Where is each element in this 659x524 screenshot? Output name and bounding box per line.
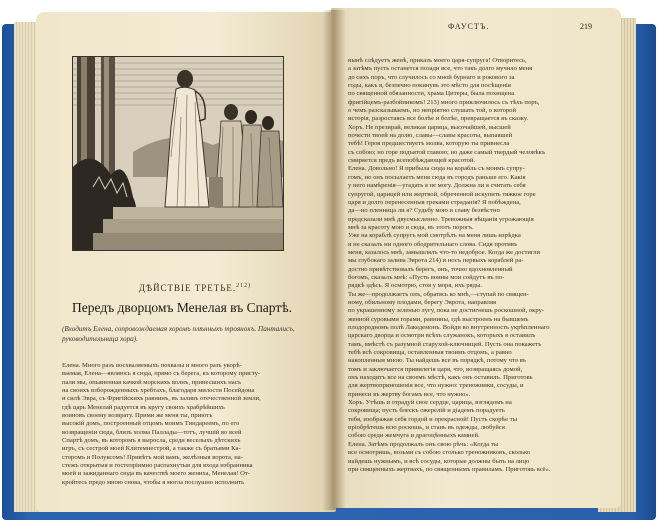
text-line: на своихъ взборожденныхъ хребтахъ, благодаря милости Посейдона [62, 387, 255, 395]
text-line: фригійцемъ-разбойникомъ! 213) много приключилось съ тѣхъ поръ, [348, 98, 540, 106]
scene-title: Передъ дворцомъ Менелая въ Спартѣ. [72, 300, 292, 315]
text-line: Ты же—продолжаетъ онъ, обратясь ко мнѣ,—ступай по священ- [348, 290, 529, 298]
text-line: о чемъ разсказываемъ, но непріятно слушать той, о которой [348, 107, 517, 115]
text-line: Елена. Довольно! Я прибыла сюда на корабль съ моимъ супру- [348, 165, 525, 173]
text-line: смиряется предъ всепобѣждающей красотой. [348, 157, 476, 165]
text-line: и не сказалъ ни одного ободрительнаго слова. Сидя противъ [348, 240, 518, 248]
text-line: онъ находитъ все на своемъ мѣстѣ, какъ онъ оставилъ. Приготовь [348, 374, 533, 382]
text-line: и силѣ Эвра, съ Фригійскихъ равнинъ, въ заливъ отечественной земли, [62, 395, 261, 403]
text-line: почести твоей на долю, славы—славы красоты, выпавшей [348, 132, 513, 140]
text-line: царя и долго перенесенныя греками страданія? Я побѣждена, [348, 198, 521, 206]
text-line: предсказали мнѣ двусмысленно. Тревожныя вѣщанія угрожающія [348, 215, 534, 223]
running-title: ФАУСТЪ. [448, 22, 490, 31]
text-line: тамъ, вмѣстѣ съ разумной старухой-ключницей. Пусть она покажетъ [348, 340, 542, 348]
text-line: для жертвоприношенія все, что нужно: треножники, сосуды, и [348, 382, 524, 390]
text-line: гдѣ царь Менелай радуется въ кругу своихъ храбрѣйшихъ [62, 403, 225, 411]
text-line: найдешь нужнымъ, и всѣ сосуды, которые должны быть на лицо [348, 457, 530, 465]
text-line: до сихъ поръ, что случилось со мной бурнаго и рокового за [348, 73, 515, 81]
text-line: исторія, разростаясь все болѣе и болѣе, превращается въ сказку. [348, 115, 529, 123]
text-line: Уже на кораблѣ супругъ мой смотрѣлъ на меня лишь изрѣдка [348, 232, 521, 240]
text-line: игръ, съ сестрой моей Клитемнестрой, а также съ братьями Ка- [62, 445, 241, 453]
text-line: а затѣмъ пусть останется позади все, что такъ долго мучило меня [348, 65, 533, 73]
text-line: да—но пленница ли я? Судьбу мою и славу безвѣстно [348, 207, 500, 215]
text-line: ному, обильному плодами, берегу Эврота, направляя [348, 298, 497, 306]
text-line: все осмотришь, возьми съ собою столько треножниковъ, сколько [348, 449, 531, 457]
text-line: пали мы, опьяненная качкой морскихъ волнъ, принесшихъ насъ [62, 378, 242, 386]
act-footnote-mark: 212) [236, 283, 252, 289]
text-line: по украшенному зеленью лугу, пока не достигнешь роскошной, окру- [348, 307, 545, 315]
text-line: томъ и заключается привилегія царя, что, возвращаясь домой, [348, 365, 523, 373]
text-line: возвращеніи сюда, близъ холма Паллады—тотъ, лучшій во всей [62, 428, 242, 436]
text-line: мнѣ за красоту мою и сюда, въ этотъ порогъ. [348, 223, 474, 231]
text-line: воиновъ своему возврату. Прими же меня ты, приютъ [62, 412, 213, 420]
text-line: сокровища; пусть блескъ ожерелій и діадемъ порадуетъ [348, 407, 505, 415]
text-line: гомъ, но онъ посылаетъ меня сюда въ городъ раньше его. Какія [348, 173, 526, 181]
text-line: собою среди жемчуга и драгоцѣнныхъ камней. [348, 432, 480, 440]
text-line: сторомъ и Полуксомъ! Привѣтъ мой вамъ, желѣзныя ворота, на- [62, 453, 243, 461]
text-line: ваемая, Елена—являюсь я сюда, прямо съ берега, къ которому присту- [62, 370, 261, 378]
book-gutter [322, 10, 346, 510]
text-line: при священныхъ жертвахъ, по священнымъ правиламъ. Приготовь всё». [348, 465, 551, 473]
text-line: пріобрѣтешь всю роскошь, и стань въ одежды, любуйся [348, 424, 505, 432]
text-line: мы глубокаго залива Эврота 214) и носъ первыхъ кораблей ра- [348, 257, 524, 265]
text-line: высокій домъ, построенный отцомъ моимъ Тиндареемъ, по его [62, 420, 240, 428]
text-line: принеси въ жертву богамъ все, что нужно». [348, 390, 471, 398]
right-page-text [348, 57, 606, 474]
text-line: нынѣ слѣдуетъ женѣ, приказъ моего царя-супруга! Отворитесь, [348, 57, 527, 64]
text-line: Хоръ. Не презирай, великая царица, высочайшей, высшей [348, 123, 511, 131]
text-line: Елена. Много разъ восхваляемыхъ похвалы и много разъ укорѣ- [62, 362, 242, 369]
text-line: богомъ, сказалъ мнѣ: «Пусть воины мои сойдутъ въ по- [348, 273, 505, 281]
text-line: меня, казалось мнѣ, замышлялъ что-то недоброе. Когда же достигли [348, 248, 541, 256]
text-line: женной суровыми горами, равнины, гдѣ выстроенъ на бывшемъ [348, 315, 529, 323]
text-line: Спартѣ домъ, въ которомъ я выросла, среди веселыхъ дѣтскихъ [62, 437, 241, 445]
text-line: по священной обязанности, храма Цитеры, была похищена [348, 90, 515, 98]
text-line: царскаго дворца и осмотри всѣхъ служанокъ, которыхъ я оставилъ [348, 332, 536, 340]
page-number: 219 [580, 22, 592, 31]
act-heading-text: ДѢЙСТВІЕ ТРЕТЬЕ. [138, 283, 237, 293]
text-line: супругой, царицей или жертвой, обреченной искупить тяжкое горе [348, 190, 536, 198]
text-line: тебѣ! Героя предшествуетъ молва, которую ты привнесла [348, 140, 510, 148]
text-line: съ собою; но горе подъятой главою; но даже самый твердый человѣкъ [348, 148, 546, 156]
text-line: кройтесь предо мною снова, чтобы я могла послушно исполнить [62, 478, 245, 486]
stage-direction: (Входитъ Елена, сопровождаемая хоромъ плѣнныхъ троянокъ. Панталисъ, руководительница хора). [62, 325, 295, 343]
act-heading [110, 283, 280, 293]
text-line: рядкѣ здѣсь. Я осмотрю, стоя у моря, ихъ ряды. [348, 282, 483, 290]
text-line: плодородномъ полѣ Лакедемонъ. Войди во внутренность укрѣпленнаго [348, 324, 550, 331]
text-line: годы, какъ я, безпечно покинувъ это мѣсто для посѣщенія [348, 82, 511, 90]
left-page-text [62, 362, 296, 487]
text-line: достно привѣтствовалъ берегъ, онъ, точно вдохновленный [348, 265, 513, 273]
engraving-illustration [72, 56, 284, 251]
text-line: тебѣ всѣ сокровища, оставленныя твоимъ отцомъ, а равно [348, 349, 512, 357]
text-line: моей и зажиданнаго сюда въ качествѣ моего жениха, Менелая! От- [62, 470, 250, 478]
text-line: Елена. Затѣмъ продолжалъ онъ свою рѣчь: «Когда ты [348, 440, 499, 448]
text-line: у него намѣренія—угадать я не могу. Должна ли я считать себя [348, 182, 526, 190]
text-line: тебя, изображая себя гордой и прекрасной! Пусть скорѣе ты [348, 415, 518, 423]
text-line: накопленныя мною. Ты найдешь все въ порядкѣ, потому что въ [348, 357, 527, 365]
text-line: стежъ открытыя и гостепріимно распахнутыя для входа избранника [62, 462, 253, 470]
text-line: Хоръ. Утѣшь и отрадуй свое сердце, царица, взглядомъ на [348, 399, 512, 407]
